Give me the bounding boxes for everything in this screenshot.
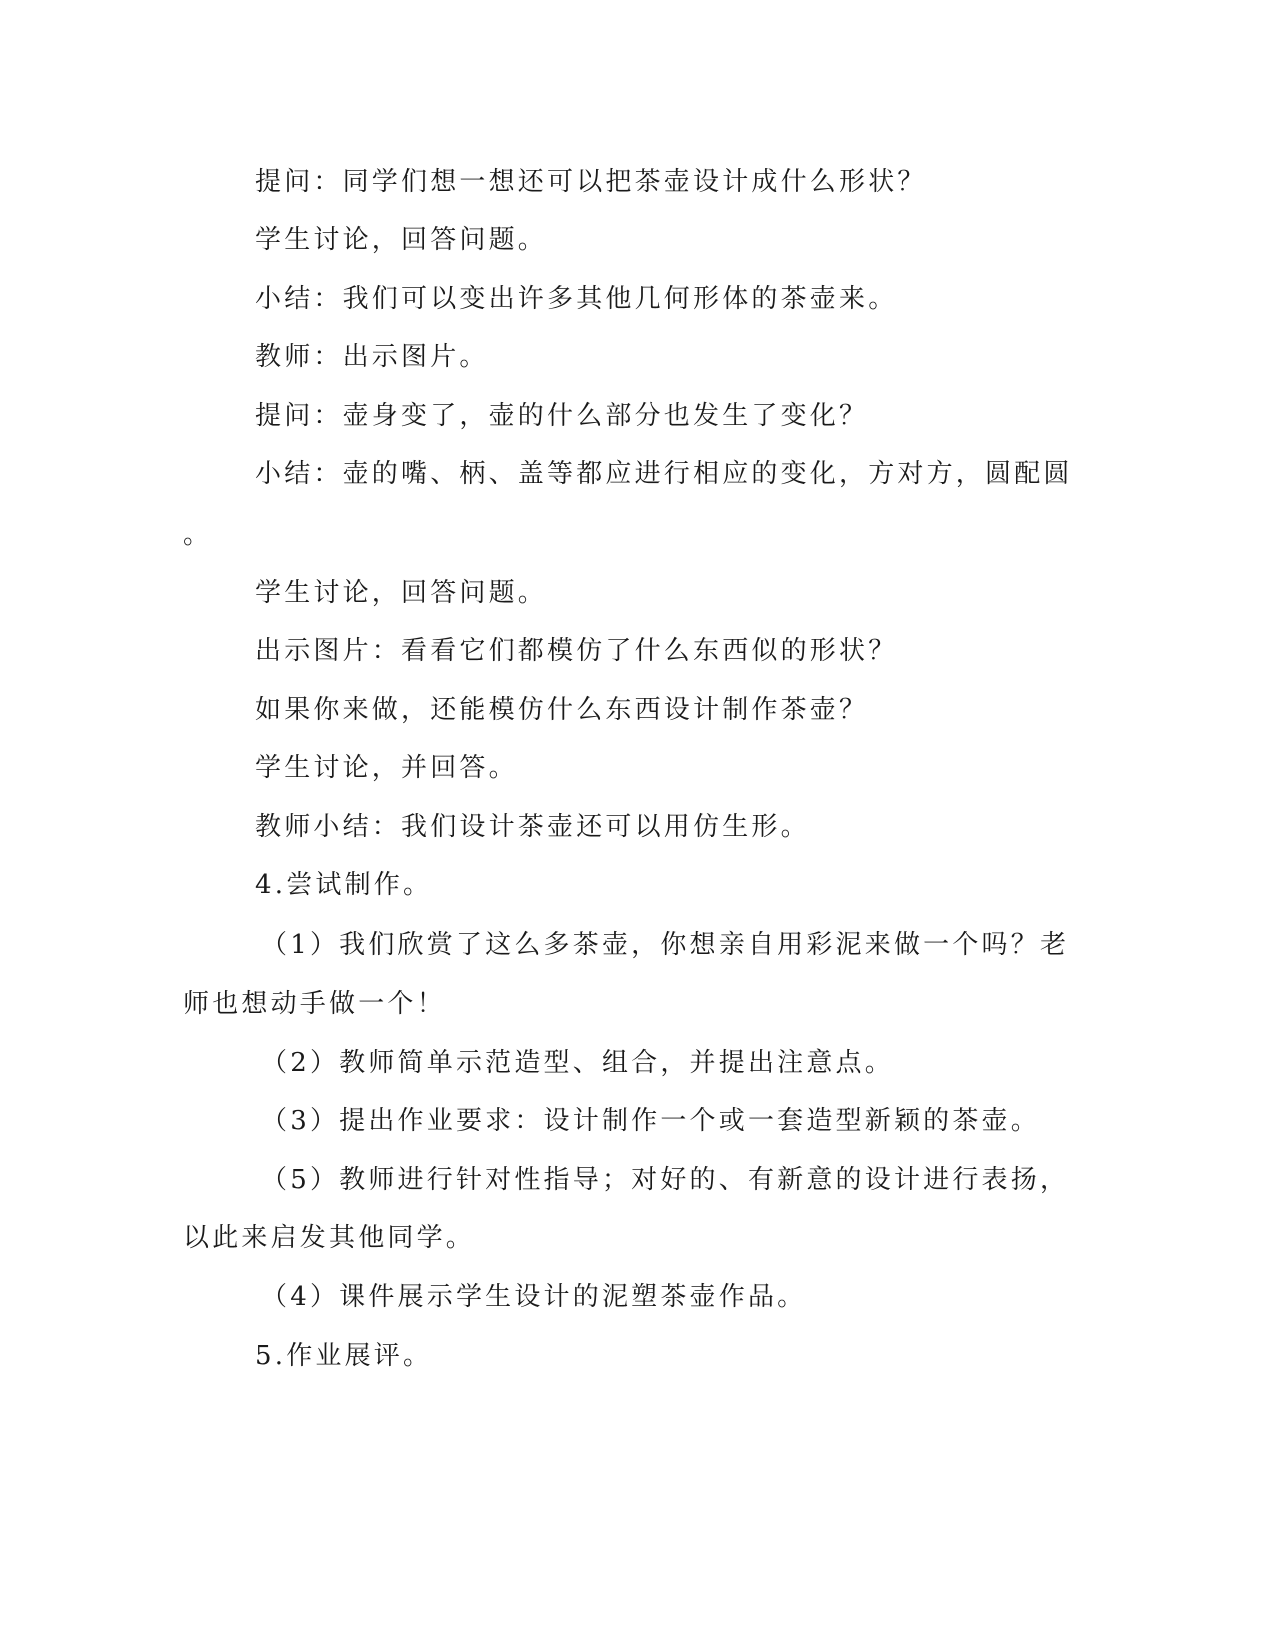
paragraph-line: 提问：同学们想一想还可以把茶壶设计成什么形状？ xyxy=(255,167,927,197)
paragraph-line: 以此来启发其他同学。 xyxy=(183,1223,476,1253)
paragraph-line: 提问：壶身变了，壶的什么部分也发生了变化？ xyxy=(255,401,869,431)
paragraph-line: 小结：壶的嘴、柄、盖等都应进行相应的变化，方对方，圆配圆 xyxy=(255,459,1073,489)
section-heading: 5.作业展评。 xyxy=(255,1341,433,1371)
paragraph-line: （1）我们欣赏了这么多茶壶，你想亲自用彩泥来做一个吗？老 xyxy=(261,930,1070,960)
section-heading: 4.尝试制作。 xyxy=(255,870,433,900)
paragraph-line: 如果你来做，还能模仿什么东西设计制作茶壶？ xyxy=(255,695,869,725)
paragraph-line: 学生讨论，回答问题。 xyxy=(255,578,548,608)
paragraph-line: 小结：我们可以变出许多其他几何形体的茶壶来。 xyxy=(255,284,898,314)
paragraph-line: 教师小结：我们设计茶壶还可以用仿生形。 xyxy=(255,812,810,842)
paragraph-line: 。 xyxy=(183,520,213,550)
paragraph-line: 教师：出示图片。 xyxy=(255,342,489,372)
paragraph-line: （2）教师简单示范造型、组合，并提出注意点。 xyxy=(261,1048,894,1078)
paragraph-line: 出示图片：看看它们都模仿了什么东西似的形状？ xyxy=(255,636,898,666)
paragraph-line: （4）课件展示学生设计的泥塑茶壶作品。 xyxy=(261,1282,807,1312)
paragraph-line: 学生讨论，回答问题。 xyxy=(255,225,548,255)
paragraph-line: 师也想动手做一个！ xyxy=(183,989,446,1019)
paragraph-line: （3）提出作业要求：设计制作一个或一套造型新颖的茶壶。 xyxy=(261,1106,1040,1136)
paragraph-line: （5）教师进行针对性指导；对好的、有新意的设计进行表扬， xyxy=(261,1165,1070,1195)
paragraph-line: 学生讨论，并回答。 xyxy=(255,753,518,783)
